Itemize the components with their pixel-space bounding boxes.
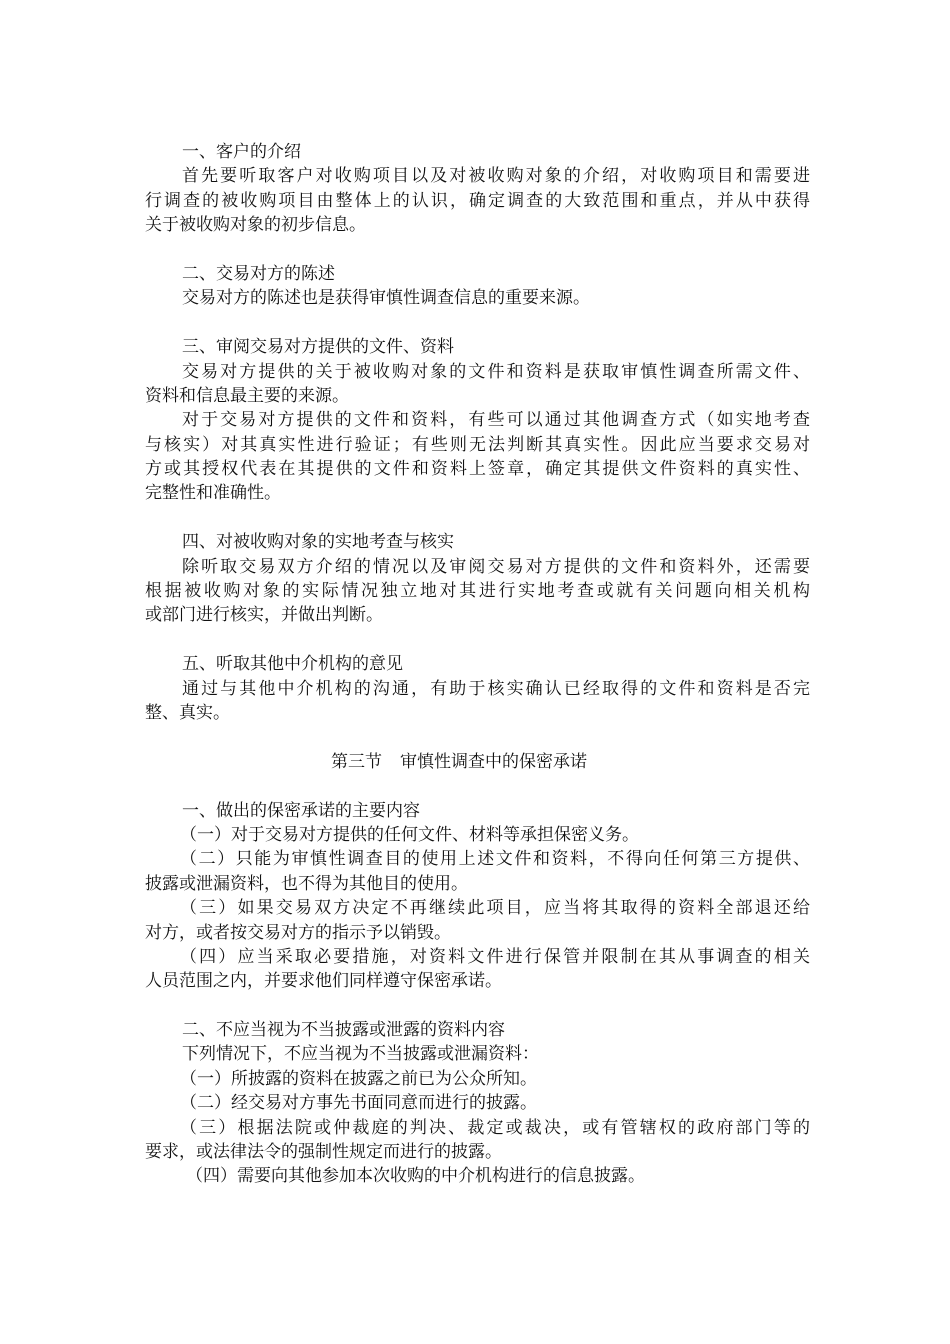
heading-disclosure-exceptions: 二、不应当视为不当披露或泄露的资料内容 [182, 1020, 505, 1041]
heading-counterparty-statement: 二、交易对方的陈述 [182, 263, 335, 284]
paragraph-line: 下列情况下，不应当视为不当披露或泄漏资料： [182, 1044, 539, 1065]
paragraph-line: 完整性和准确性。 [145, 483, 281, 504]
list-item-line: （一）所披露的资料在披露之前已为公众所知。 [180, 1068, 537, 1089]
list-item-line: 要求，或法律法令的强制性规定而进行的披露。 [145, 1142, 502, 1163]
spacer [145, 628, 810, 652]
heading-site-inspection: 四、对被收购对象的实地考查与核实 [182, 532, 454, 553]
list-item-line: （一）对于交易对方提供的任何文件、材料等承担保密义务。 [180, 824, 639, 845]
paragraph-line: 关于被收购对象的初步信息。 [145, 215, 366, 236]
heading-client-introduction: 一、客户的介绍 [182, 142, 301, 162]
paragraph-line: 方或其授权代表在其提供的文件和资料上签章，确定其提供文件资料的真实性、 [145, 459, 810, 480]
spacer [145, 506, 810, 530]
paragraph-line: 整、真实。 [145, 702, 230, 723]
list-item-line: 对方，或者按交易对方的指示予以销毁。 [145, 922, 451, 943]
paragraph-line: 除听取交易双方介绍的情况以及审阅交易对方提供的文件和资料外，还需要 [182, 556, 810, 577]
heading-review-documents: 三、审阅交易对方提供的文件、资料 [182, 337, 454, 358]
paragraph-line: 行调查的被收购项目由整体上的认识，确定调查的大致范围和重点，并从中获得 [145, 190, 810, 211]
list-item-line: （二）经交易对方事先书面同意而进行的披露。 [180, 1093, 537, 1114]
section-title [145, 750, 810, 774]
list-item-line: （四）需要向其他参加本次收购的中介机构进行的信息披露。 [186, 1166, 645, 1187]
list-item-line: （三）如果交易双方决定不再继续此项目，应当将其取得的资料全部退还给 [180, 898, 810, 919]
paragraph-line: 对于交易对方提供的文件和资料，有些可以通过其他调查方式（如实地考查 [182, 410, 810, 431]
paragraph-line: 交易对方的陈述也是获得审慎性调查信息的重要来源。 [182, 288, 590, 309]
paragraph-line: 与核实）对其真实性进行验证；有些则无法判断其真实性。因此应当要求交易对 [145, 434, 810, 455]
heading-confidentiality-content: 一、做出的保密承诺的主要内容 [182, 800, 420, 821]
spacer [145, 725, 810, 749]
list-item-line: 披露或泄漏资料，也不得为其他目的使用。 [145, 873, 468, 894]
spacer [145, 311, 810, 335]
heading-other-agencies: 五、听取其他中介机构的意见 [182, 654, 403, 675]
section-title-text: 审慎性调查中的保密承诺 [400, 751, 587, 772]
paragraph-line: 通过与其他中介机构的沟通，有助于核实确认已经取得的文件和资料是否完 [182, 678, 810, 699]
paragraph-line: 根据被收购对象的实际情况独立地对其进行实地考查或就有关问题向相关机构 [145, 581, 810, 602]
paragraph-line: 交易对方提供的关于被收购对象的文件和资料是获取审慎性调查所需文件、 [182, 361, 810, 382]
spacer [145, 774, 810, 798]
spacer [145, 994, 810, 1018]
spacer [145, 238, 810, 262]
section-label: 第三节 [331, 751, 382, 772]
list-item-line: （四）应当采取必要措施，对资料文件进行保管并限制在其从事调查的相关 [180, 946, 810, 967]
paragraph-line: 首先要听取客户对收购项目以及对被收购对象的介绍，对收购项目和需要进 [182, 166, 810, 187]
document-page [145, 140, 810, 1189]
list-item-line: 人员范围之内，并要求他们同样遵守保密承诺。 [145, 971, 502, 992]
list-item-line: （二）只能为审慎性调查目的使用上述文件和资料，不得向任何第三方提供、 [180, 849, 810, 870]
list-item-line: （三）根据法院或仲裁庭的判决、裁定或裁决，或有管辖权的政府部门等的 [180, 1117, 810, 1138]
paragraph-line: 资料和信息最主要的来源。 [145, 385, 349, 406]
paragraph-line: 或部门进行核实，并做出判断。 [145, 605, 383, 626]
